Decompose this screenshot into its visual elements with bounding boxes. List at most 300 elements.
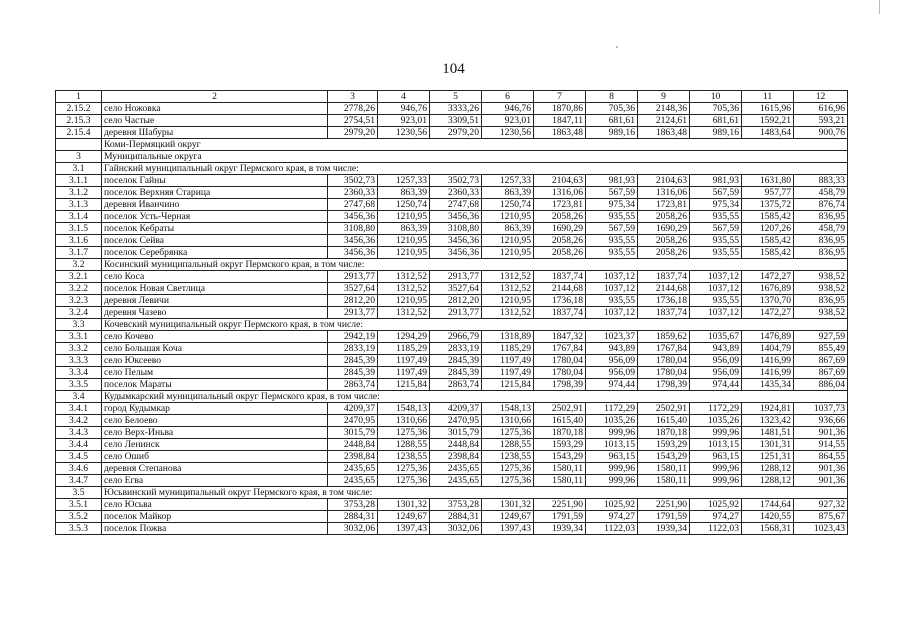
value-cell: 1275,36 bbox=[378, 475, 430, 487]
row-code: 3.5.2 bbox=[56, 511, 102, 523]
value-cell: 2747,68 bbox=[328, 199, 378, 211]
value-cell: 3015,79 bbox=[328, 427, 378, 439]
value-cell: 1744,64 bbox=[742, 499, 794, 511]
column-number: 8 bbox=[586, 91, 638, 103]
row-code: 3.4 bbox=[56, 391, 102, 403]
value-cell: 1847,11 bbox=[534, 115, 586, 127]
value-cell: 2144,68 bbox=[638, 283, 690, 295]
value-cell: 1197,49 bbox=[482, 355, 534, 367]
value-cell: 3527,64 bbox=[430, 283, 482, 295]
value-cell: 2884,31 bbox=[430, 511, 482, 523]
value-cell: 3456,36 bbox=[430, 211, 482, 223]
value-cell: 1548,13 bbox=[378, 403, 430, 415]
value-cell: 1416,99 bbox=[742, 355, 794, 367]
tariff-table bbox=[55, 90, 848, 535]
value-cell: 1397,43 bbox=[378, 523, 430, 535]
value-cell: 3456,36 bbox=[430, 235, 482, 247]
value-cell: 2833,19 bbox=[328, 343, 378, 355]
value-cell: 836,95 bbox=[794, 211, 848, 223]
value-cell: 1615,96 bbox=[742, 103, 794, 115]
value-cell: 705,36 bbox=[586, 103, 638, 115]
value-cell: 3333,26 bbox=[430, 103, 482, 115]
column-number: 9 bbox=[638, 91, 690, 103]
section-title: Юсьвинский муниципальный округ Пермского края, в том числе: bbox=[102, 487, 848, 499]
value-cell: 1592,21 bbox=[742, 115, 794, 127]
value-cell: 1580,11 bbox=[534, 475, 586, 487]
value-cell: 4209,37 bbox=[430, 403, 482, 415]
value-cell: 1207,26 bbox=[742, 223, 794, 235]
value-cell: 2398,84 bbox=[328, 451, 378, 463]
section-row bbox=[56, 163, 848, 175]
value-cell: 1251,31 bbox=[742, 451, 794, 463]
table-row bbox=[56, 127, 848, 139]
value-cell: 1863,48 bbox=[638, 127, 690, 139]
row-code: 3.5 bbox=[56, 487, 102, 499]
value-cell: 681,61 bbox=[586, 115, 638, 127]
value-cell: 1312,52 bbox=[378, 307, 430, 319]
value-cell: 1275,36 bbox=[482, 475, 534, 487]
value-cell: 1210,95 bbox=[482, 247, 534, 259]
value-cell: 2833,19 bbox=[430, 343, 482, 355]
value-cell: 1323,42 bbox=[742, 415, 794, 427]
value-cell: 2754,51 bbox=[328, 115, 378, 127]
value-cell: 956,09 bbox=[690, 367, 742, 379]
table-row bbox=[56, 211, 848, 223]
value-cell: 2360,33 bbox=[328, 187, 378, 199]
settlement-name: поселок Гайны bbox=[102, 175, 328, 187]
page-number: 104 bbox=[442, 61, 465, 77]
value-cell: 3456,36 bbox=[430, 247, 482, 259]
value-cell: 1122,03 bbox=[586, 523, 638, 535]
value-cell: 2435,65 bbox=[328, 463, 378, 475]
row-code: 3.2.2 bbox=[56, 283, 102, 295]
value-cell: 1316,06 bbox=[534, 187, 586, 199]
value-cell: 999,96 bbox=[586, 475, 638, 487]
value-cell: 3527,64 bbox=[328, 283, 378, 295]
section-title: Гайнский муниципальный округ Пермского края, в том числе: bbox=[102, 163, 848, 175]
value-cell: 3032,06 bbox=[328, 523, 378, 535]
value-cell: 927,59 bbox=[794, 331, 848, 343]
value-cell: 1037,12 bbox=[586, 271, 638, 283]
table-row bbox=[56, 355, 848, 367]
value-cell: 3309,51 bbox=[430, 115, 482, 127]
value-cell: 1837,74 bbox=[638, 271, 690, 283]
row-code: 3.5.1 bbox=[56, 499, 102, 511]
value-cell: 1023,43 bbox=[794, 523, 848, 535]
row-code: 2.15.3 bbox=[56, 115, 102, 127]
value-cell: 1870,18 bbox=[638, 427, 690, 439]
value-cell: 956,09 bbox=[586, 367, 638, 379]
value-cell: 2845,39 bbox=[328, 367, 378, 379]
table-row bbox=[56, 295, 848, 307]
value-cell: 1215,84 bbox=[378, 379, 430, 391]
value-cell: 1736,18 bbox=[638, 295, 690, 307]
value-cell: 2778,26 bbox=[328, 103, 378, 115]
value-cell: 923,01 bbox=[482, 115, 534, 127]
value-cell: 1548,13 bbox=[482, 403, 534, 415]
row-code: 3.4.1 bbox=[56, 403, 102, 415]
table-row bbox=[56, 439, 848, 451]
row-code: 3.1.6 bbox=[56, 235, 102, 247]
row-code: 3.3.3 bbox=[56, 355, 102, 367]
row-code: 3.1.2 bbox=[56, 187, 102, 199]
settlement-name: село Верх-Иньва bbox=[102, 427, 328, 439]
value-cell: 1210,95 bbox=[378, 247, 430, 259]
value-cell: 999,96 bbox=[586, 463, 638, 475]
value-cell: 1215,84 bbox=[482, 379, 534, 391]
value-cell: 1249,67 bbox=[482, 511, 534, 523]
table-row bbox=[56, 499, 848, 511]
value-cell: 1847,32 bbox=[534, 331, 586, 343]
table-row bbox=[56, 115, 848, 127]
table-row bbox=[56, 331, 848, 343]
settlement-name: деревня Иванчино bbox=[102, 199, 328, 211]
value-cell: 1288,12 bbox=[742, 463, 794, 475]
value-cell: 3502,73 bbox=[430, 175, 482, 187]
settlement-name: деревня Чазево bbox=[102, 307, 328, 319]
table-row bbox=[56, 247, 848, 259]
value-cell: 935,55 bbox=[690, 235, 742, 247]
table-row bbox=[56, 475, 848, 487]
value-cell: 567,59 bbox=[690, 223, 742, 235]
settlement-name: поселок Пожва bbox=[102, 523, 328, 535]
row-code: 3.4.2 bbox=[56, 415, 102, 427]
scan-mark bbox=[616, 46, 618, 48]
value-cell: 935,55 bbox=[690, 295, 742, 307]
value-cell: 1435,34 bbox=[742, 379, 794, 391]
value-cell: 2845,39 bbox=[430, 355, 482, 367]
value-cell: 1924,81 bbox=[742, 403, 794, 415]
value-cell: 1767,84 bbox=[638, 343, 690, 355]
value-cell: 1210,95 bbox=[378, 211, 430, 223]
value-cell: 1037,12 bbox=[690, 307, 742, 319]
settlement-name: село Юсьва bbox=[102, 499, 328, 511]
settlement-name: село Большая Коча bbox=[102, 343, 328, 355]
value-cell: 1631,80 bbox=[742, 175, 794, 187]
settlement-name: поселок Новая Светлица bbox=[102, 283, 328, 295]
settlement-name: село Ножовка bbox=[102, 103, 328, 115]
value-cell: 2913,77 bbox=[328, 307, 378, 319]
row-code: 3.1.4 bbox=[56, 211, 102, 223]
value-cell: 1723,81 bbox=[534, 199, 586, 211]
value-cell: 2845,39 bbox=[430, 367, 482, 379]
row-code: 2.15.2 bbox=[56, 103, 102, 115]
value-cell: 1185,29 bbox=[482, 343, 534, 355]
row-code: 3.4.5 bbox=[56, 451, 102, 463]
value-cell: 956,09 bbox=[586, 355, 638, 367]
value-cell: 458,79 bbox=[794, 223, 848, 235]
table-row bbox=[56, 235, 848, 247]
settlement-name: село Кочево bbox=[102, 331, 328, 343]
value-cell: 1035,67 bbox=[690, 331, 742, 343]
value-cell: 2058,26 bbox=[638, 235, 690, 247]
value-cell: 2058,26 bbox=[534, 211, 586, 223]
value-cell: 1580,11 bbox=[534, 463, 586, 475]
section-title: Косинский муниципальный округ Пермского края, в том числе: bbox=[102, 259, 848, 271]
value-cell: 2251,90 bbox=[534, 499, 586, 511]
value-cell: 2058,26 bbox=[534, 235, 586, 247]
value-cell: 836,95 bbox=[794, 247, 848, 259]
value-cell: 1481,51 bbox=[742, 427, 794, 439]
section-title: Кудымкарский муниципальный округ Пермского края, в том числе: bbox=[102, 391, 848, 403]
value-cell: 867,69 bbox=[794, 355, 848, 367]
value-cell: 974,27 bbox=[586, 511, 638, 523]
row-code: 3.3.4 bbox=[56, 367, 102, 379]
value-cell: 1568,31 bbox=[742, 523, 794, 535]
value-cell: 1310,66 bbox=[378, 415, 430, 427]
column-number: 6 bbox=[482, 91, 534, 103]
value-cell: 1939,34 bbox=[534, 523, 586, 535]
section-row bbox=[56, 319, 848, 331]
value-cell: 975,34 bbox=[586, 199, 638, 211]
row-code: 3.2.3 bbox=[56, 295, 102, 307]
value-cell: 1543,29 bbox=[534, 451, 586, 463]
value-cell: 1037,12 bbox=[586, 283, 638, 295]
settlement-name: поселок Верхняя Старица bbox=[102, 187, 328, 199]
value-cell: 1580,11 bbox=[638, 475, 690, 487]
value-cell: 2251,90 bbox=[638, 499, 690, 511]
value-cell: 989,16 bbox=[586, 127, 638, 139]
value-cell: 2448,84 bbox=[328, 439, 378, 451]
value-cell: 863,39 bbox=[482, 187, 534, 199]
value-cell: 946,76 bbox=[378, 103, 430, 115]
value-cell: 935,55 bbox=[586, 235, 638, 247]
settlement-name: село Белоево bbox=[102, 415, 328, 427]
column-number: 10 bbox=[690, 91, 742, 103]
value-cell: 1593,29 bbox=[638, 439, 690, 451]
value-cell: 1249,67 bbox=[378, 511, 430, 523]
value-cell: 1585,42 bbox=[742, 235, 794, 247]
value-cell: 1210,95 bbox=[482, 235, 534, 247]
section-title: Кочевский муниципальный округ Пермского края, в том числе: bbox=[102, 319, 848, 331]
value-cell: 2966,79 bbox=[430, 331, 482, 343]
section-row bbox=[56, 391, 848, 403]
value-cell: 2812,20 bbox=[430, 295, 482, 307]
value-cell: 2104,63 bbox=[638, 175, 690, 187]
value-cell: 1310,66 bbox=[482, 415, 534, 427]
value-cell: 923,01 bbox=[378, 115, 430, 127]
value-cell: 2747,68 bbox=[430, 199, 482, 211]
value-cell: 2448,84 bbox=[430, 439, 482, 451]
settlement-name: село Коса bbox=[102, 271, 328, 283]
table-header-row bbox=[56, 91, 848, 103]
value-cell: 3456,36 bbox=[328, 235, 378, 247]
value-cell: 1301,32 bbox=[482, 499, 534, 511]
value-cell: 1275,36 bbox=[482, 463, 534, 475]
table-row bbox=[56, 451, 848, 463]
row-code: 3.2.4 bbox=[56, 307, 102, 319]
settlement-name: село Егва bbox=[102, 475, 328, 487]
value-cell: 1798,39 bbox=[638, 379, 690, 391]
value-cell: 864,55 bbox=[794, 451, 848, 463]
value-cell: 1250,74 bbox=[378, 199, 430, 211]
value-cell: 901,36 bbox=[794, 475, 848, 487]
value-cell: 927,32 bbox=[794, 499, 848, 511]
value-cell: 1035,26 bbox=[586, 415, 638, 427]
scan-mark bbox=[879, 0, 880, 14]
row-code: 3.4.3 bbox=[56, 427, 102, 439]
value-cell: 2502,91 bbox=[534, 403, 586, 415]
value-cell: 938,52 bbox=[794, 283, 848, 295]
value-cell: 2884,31 bbox=[328, 511, 378, 523]
value-cell: 875,67 bbox=[794, 511, 848, 523]
value-cell: 1035,26 bbox=[690, 415, 742, 427]
value-cell: 836,95 bbox=[794, 295, 848, 307]
value-cell: 2144,68 bbox=[534, 283, 586, 295]
value-cell: 863,39 bbox=[378, 187, 430, 199]
row-code: 3.5.3 bbox=[56, 523, 102, 535]
value-cell: 2435,65 bbox=[430, 475, 482, 487]
value-cell: 2979,20 bbox=[328, 127, 378, 139]
value-cell: 1837,74 bbox=[534, 271, 586, 283]
value-cell: 616,96 bbox=[794, 103, 848, 115]
value-cell: 1472,27 bbox=[742, 307, 794, 319]
settlement-name: село Пелым bbox=[102, 367, 328, 379]
settlement-name: поселок Усть-Черная bbox=[102, 211, 328, 223]
settlement-name: поселок Сейва bbox=[102, 235, 328, 247]
row-code: 3.1.3 bbox=[56, 199, 102, 211]
value-cell: 974,27 bbox=[690, 511, 742, 523]
value-cell: 855,49 bbox=[794, 343, 848, 355]
row-code: 3.4.4 bbox=[56, 439, 102, 451]
value-cell: 1250,74 bbox=[482, 199, 534, 211]
value-cell: 914,55 bbox=[794, 439, 848, 451]
value-cell: 1037,73 bbox=[794, 403, 848, 415]
value-cell: 1780,04 bbox=[638, 355, 690, 367]
value-cell: 1312,52 bbox=[482, 307, 534, 319]
value-cell: 2942,19 bbox=[328, 331, 378, 343]
value-cell: 938,52 bbox=[794, 307, 848, 319]
value-cell: 989,16 bbox=[690, 127, 742, 139]
value-cell: 681,61 bbox=[690, 115, 742, 127]
table-row bbox=[56, 307, 848, 319]
value-cell: 1863,48 bbox=[534, 127, 586, 139]
row-code bbox=[56, 139, 102, 151]
row-code: 3.4.7 bbox=[56, 475, 102, 487]
value-cell: 3108,80 bbox=[430, 223, 482, 235]
value-cell: 1288,12 bbox=[742, 475, 794, 487]
settlement-name: село Частые bbox=[102, 115, 328, 127]
value-cell: 1197,49 bbox=[378, 367, 430, 379]
value-cell: 1185,29 bbox=[378, 343, 430, 355]
settlement-name: деревня Степанова bbox=[102, 463, 328, 475]
value-cell: 935,55 bbox=[690, 247, 742, 259]
settlement-name: деревня Шабуры bbox=[102, 127, 328, 139]
column-number: 1 bbox=[56, 91, 102, 103]
value-cell: 956,09 bbox=[690, 355, 742, 367]
value-cell: 3753,28 bbox=[328, 499, 378, 511]
value-cell: 2058,26 bbox=[638, 247, 690, 259]
row-code: 3.3 bbox=[56, 319, 102, 331]
table-row bbox=[56, 379, 848, 391]
value-cell: 2863,74 bbox=[328, 379, 378, 391]
settlement-name: поселок Мараты bbox=[102, 379, 328, 391]
value-cell: 1859,62 bbox=[638, 331, 690, 343]
value-cell: 593,21 bbox=[794, 115, 848, 127]
value-cell: 1798,39 bbox=[534, 379, 586, 391]
row-code: 3.2.1 bbox=[56, 271, 102, 283]
value-cell: 935,55 bbox=[586, 295, 638, 307]
row-code: 3.1.1 bbox=[56, 175, 102, 187]
value-cell: 3502,73 bbox=[328, 175, 378, 187]
value-cell: 1013,15 bbox=[586, 439, 638, 451]
value-cell: 2435,65 bbox=[328, 475, 378, 487]
table-row bbox=[56, 223, 848, 235]
value-cell: 2148,36 bbox=[638, 103, 690, 115]
value-cell: 3108,80 bbox=[328, 223, 378, 235]
value-cell: 963,15 bbox=[690, 451, 742, 463]
value-cell: 1210,95 bbox=[482, 211, 534, 223]
value-cell: 1275,36 bbox=[378, 427, 430, 439]
value-cell: 883,33 bbox=[794, 175, 848, 187]
settlement-name: поселок Майкор bbox=[102, 511, 328, 523]
value-cell: 1288,55 bbox=[378, 439, 430, 451]
value-cell: 567,59 bbox=[586, 187, 638, 199]
value-cell: 2812,20 bbox=[328, 295, 378, 307]
table-row bbox=[56, 199, 848, 211]
value-cell: 705,36 bbox=[690, 103, 742, 115]
column-number: 3 bbox=[328, 91, 378, 103]
value-cell: 943,89 bbox=[690, 343, 742, 355]
table-row bbox=[56, 187, 848, 199]
settlement-name: деревня Левичи bbox=[102, 295, 328, 307]
settlement-name: село Юксеево bbox=[102, 355, 328, 367]
value-cell: 2913,77 bbox=[328, 271, 378, 283]
value-cell: 938,52 bbox=[794, 271, 848, 283]
value-cell: 1780,04 bbox=[534, 367, 586, 379]
value-cell: 1690,29 bbox=[638, 223, 690, 235]
value-cell: 1723,81 bbox=[638, 199, 690, 211]
value-cell: 1472,27 bbox=[742, 271, 794, 283]
value-cell: 863,39 bbox=[482, 223, 534, 235]
value-cell: 1615,40 bbox=[638, 415, 690, 427]
value-cell: 957,77 bbox=[742, 187, 794, 199]
value-cell: 1585,42 bbox=[742, 247, 794, 259]
table-row bbox=[56, 403, 848, 415]
row-code: 3.3.1 bbox=[56, 331, 102, 343]
value-cell: 2360,33 bbox=[430, 187, 482, 199]
table-row bbox=[56, 103, 848, 115]
value-cell: 1210,95 bbox=[378, 295, 430, 307]
value-cell: 1257,33 bbox=[378, 175, 430, 187]
value-cell: 1172,29 bbox=[690, 403, 742, 415]
value-cell: 2058,26 bbox=[534, 247, 586, 259]
value-cell: 981,93 bbox=[586, 175, 638, 187]
value-cell: 1288,55 bbox=[482, 439, 534, 451]
value-cell: 1585,42 bbox=[742, 211, 794, 223]
table-row bbox=[56, 271, 848, 283]
value-cell: 1318,89 bbox=[482, 331, 534, 343]
settlement-name: село Ошиб bbox=[102, 451, 328, 463]
value-cell: 2104,63 bbox=[534, 175, 586, 187]
row-code: 3 bbox=[56, 151, 102, 163]
value-cell: 876,74 bbox=[794, 199, 848, 211]
value-cell: 2502,91 bbox=[638, 403, 690, 415]
value-cell: 1767,84 bbox=[534, 343, 586, 355]
value-cell: 999,96 bbox=[690, 475, 742, 487]
value-cell: 1420,55 bbox=[742, 511, 794, 523]
section-title: Коми-Пермяцкий округ bbox=[102, 139, 848, 151]
value-cell: 999,96 bbox=[690, 427, 742, 439]
value-cell: 458,79 bbox=[794, 187, 848, 199]
settlement-name: поселок Кебраты bbox=[102, 223, 328, 235]
value-cell: 999,96 bbox=[586, 427, 638, 439]
value-cell: 1294,29 bbox=[378, 331, 430, 343]
table-row bbox=[56, 367, 848, 379]
column-number: 2 bbox=[102, 91, 328, 103]
value-cell: 1580,11 bbox=[638, 463, 690, 475]
value-cell: 1690,29 bbox=[534, 223, 586, 235]
